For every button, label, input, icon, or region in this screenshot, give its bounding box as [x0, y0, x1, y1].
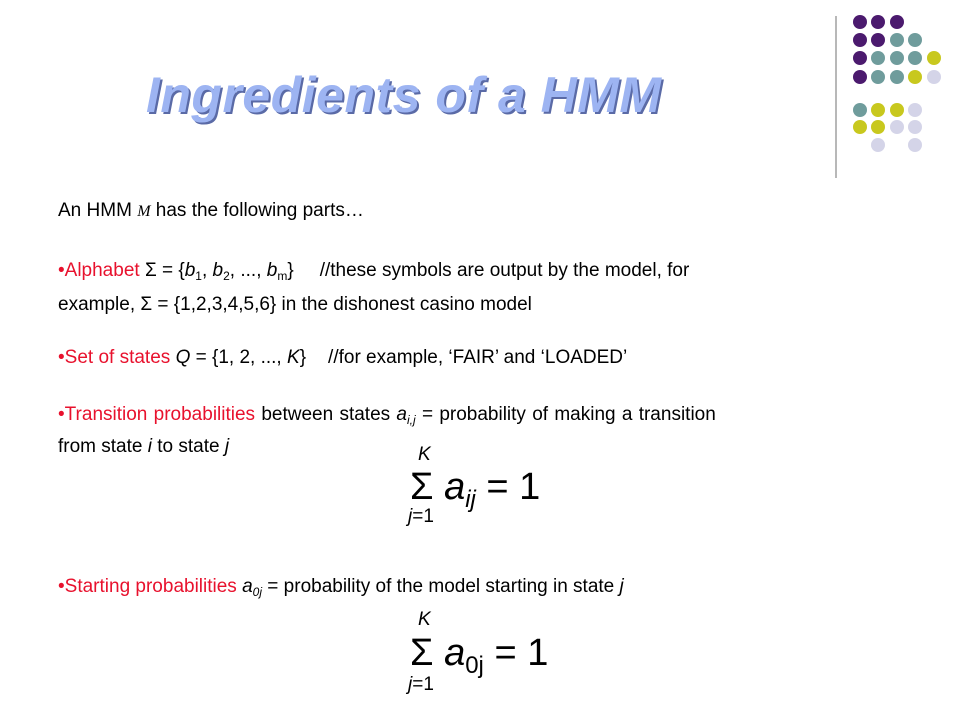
decorative-dot [871, 120, 885, 134]
transition-line-1 [58, 404, 716, 426]
decorative-dot [871, 103, 885, 117]
sigma-symbol: Σ [144, 260, 157, 281]
states-comment: //for example, ‘FAIR’ and ‘LOADED’ [328, 347, 628, 368]
sigma-symbol-2: Σ [140, 294, 153, 315]
b-symbol: b [184, 260, 196, 281]
decorative-dot [908, 51, 922, 65]
intro-post: has the following parts… [150, 200, 364, 221]
decorative-dot [890, 103, 904, 117]
decorative-dot [890, 15, 904, 29]
decorative-dot [908, 33, 922, 47]
alphabet-bullet: • [58, 260, 65, 281]
starting-a: a [242, 576, 253, 597]
sum1-upper: K [418, 444, 431, 465]
transition-line2-pre: from state [58, 436, 148, 457]
j-symbol: j [224, 436, 230, 457]
sum1-eq: = 1 [475, 466, 541, 508]
sum1-lower-rest: =1 [412, 506, 434, 527]
b-sub-2: 2 [223, 269, 230, 283]
sum1-sigma: Σ [410, 466, 434, 508]
decorative-dot [908, 103, 922, 117]
sum1-main [410, 466, 541, 513]
b-sub-1: 1 [195, 269, 202, 283]
states-label: Set of states [64, 347, 171, 368]
decorative-dot [871, 138, 885, 152]
transition-between: between states [255, 404, 397, 425]
b-symbol-m: b [266, 260, 278, 281]
transition-bullet: • [58, 404, 65, 425]
intro-line [58, 200, 364, 223]
alphabet-comment: //these symbols are output by the model, for [319, 260, 690, 281]
decorative-dot [890, 33, 904, 47]
b-sub-m: m [277, 269, 288, 283]
alphabet-line-2 [58, 294, 532, 316]
decorative-dot [871, 70, 885, 84]
sum2-lower-j: j [408, 674, 413, 695]
sum2-lower [408, 674, 434, 696]
decorative-dot [853, 70, 867, 84]
decorative-dot [871, 51, 885, 65]
sum1-sub: ij [465, 486, 476, 513]
sep-1: , [201, 260, 213, 281]
set-open: = { [156, 260, 185, 281]
starting-label: Starting probabilities [64, 576, 237, 597]
a-symbol: a [396, 404, 407, 425]
sum1-lower [408, 506, 434, 528]
ellipsis: , ..., [229, 260, 267, 281]
decorative-dot [927, 51, 941, 65]
decorative-dot [890, 51, 904, 65]
alphabet-line-1 [58, 260, 689, 282]
decorative-dot [908, 120, 922, 134]
sum2-lower-rest: =1 [412, 674, 434, 695]
sum2-sub: 0j [465, 652, 484, 679]
alphabet-label: Alphabet [64, 260, 140, 281]
states-set-close: } [299, 347, 307, 368]
sum2-upper: K [418, 609, 431, 630]
transition-post: = probability of making a transition [415, 404, 716, 425]
decorative-dot [853, 33, 867, 47]
i-symbol: i [147, 436, 152, 457]
starting-bullet: • [58, 576, 65, 597]
decorative-dot [890, 120, 904, 134]
starting-j: j [619, 576, 624, 597]
sum2-a: a [444, 632, 466, 674]
states-line [58, 347, 627, 369]
alphabet-line2-pre: example, [58, 294, 141, 315]
decorative-dot [871, 33, 885, 47]
intro-pre: An HMM [58, 200, 138, 221]
starting-post: = probability of the model starting in state [262, 576, 620, 597]
k-symbol: K [287, 347, 300, 368]
states-set: = {1, 2, ..., [190, 347, 287, 368]
decorative-dot [853, 15, 867, 29]
sum2-main [410, 632, 549, 679]
transition-mid: to state [151, 436, 225, 457]
alphabet-line2-post: = {1,2,3,4,5,6} in the dishonest casino model [152, 294, 532, 315]
transition-line-2 [58, 436, 229, 458]
transition-label: Transition probabilities [64, 404, 256, 425]
starting-sub: 0j [252, 585, 263, 599]
starting-line [58, 576, 624, 598]
a-sub-ij: i,j [407, 413, 416, 427]
decorative-dot [871, 15, 885, 29]
sum2-sigma: Σ [410, 632, 434, 674]
b-symbol-2: b [212, 260, 224, 281]
sum1-a: a [444, 466, 466, 508]
decorative-dot [853, 120, 867, 134]
decorative-dot [853, 51, 867, 65]
slide-title: Ingredients of a HMM [146, 67, 662, 123]
set-close: } [287, 260, 294, 281]
model-symbol: M [137, 203, 151, 220]
sum1-lower-j: j [408, 506, 413, 527]
decorative-dot [908, 138, 922, 152]
decorative-dot [927, 70, 941, 84]
decorative-dot [908, 70, 922, 84]
decorative-dot [853, 103, 867, 117]
q-symbol: Q [175, 347, 191, 368]
sum2-eq: = 1 [483, 632, 549, 674]
states-bullet: • [58, 347, 65, 368]
decorative-dot [890, 70, 904, 84]
